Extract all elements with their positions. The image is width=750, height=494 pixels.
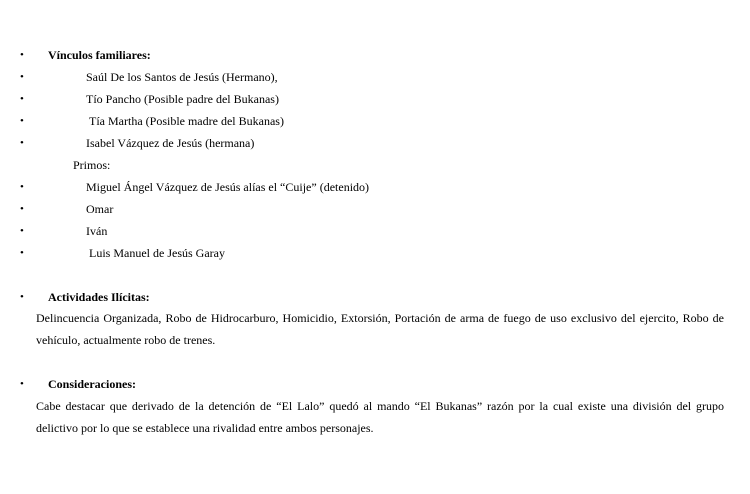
bullet: • (20, 247, 24, 259)
bullet: • (20, 93, 24, 105)
bullet: • (20, 137, 24, 149)
list-item (0, 242, 750, 264)
list-item (0, 88, 750, 110)
consideraciones-heading: Consideraciones: (48, 377, 136, 391)
primo: Miguel Ángel Vázquez de Jesús alías el “Cuije” (detenido) (86, 180, 370, 194)
familia-member: Isabel Vázquez de Jesús (hermana) (86, 136, 255, 150)
primo: Iván (86, 224, 108, 238)
actividades-heading: Actividades Ilícitas: (48, 290, 150, 304)
primo: Luis Manuel de Jesús Garay (89, 246, 225, 260)
list-item (0, 110, 750, 132)
familia-member: Tía Martha (Posible madre del Bukanas) (89, 114, 284, 128)
familia-member: Tío Pancho (Posible padre del Bukanas) (86, 92, 279, 106)
familia-member: Saúl De los Santos de Jesús (Hermano), (86, 70, 278, 84)
consideraciones-text: Cabe destacar que derivado de la detención de “El Lalo” quedó al mando “El Bukanas” razón por la cual existe una división del grupo delictivo por lo que se establece una rivalidad entre ambos personajes. (36, 399, 724, 435)
bullet: • (20, 291, 24, 303)
bullet: • (20, 225, 24, 237)
list-item (0, 198, 750, 220)
familia-heading: Vínculos familiares: (48, 48, 151, 62)
list-item (0, 220, 750, 242)
bullet: • (20, 115, 24, 127)
list-item (0, 132, 750, 154)
list-item (0, 66, 750, 88)
bullet: • (20, 71, 24, 83)
actividades-text: Delincuencia Organizada, Robo de Hidrocarburo, Homicidio, Extorsión, Portación de arma de fuego de uso exclusivo del ejercito, Robo de vehículo, actualmente robo de trenes. (36, 311, 724, 347)
primos-label: Primos: (73, 158, 111, 172)
bullet: • (20, 181, 24, 193)
consideraciones-heading-row (0, 373, 750, 395)
bullet: • (20, 378, 24, 390)
bullet: • (20, 49, 24, 61)
primos-label-row (0, 154, 750, 176)
list-item (0, 176, 750, 198)
familia-heading-row (0, 44, 750, 66)
bullet: • (20, 203, 24, 215)
primo: Omar (86, 202, 114, 216)
actividades-heading-row (0, 286, 750, 308)
